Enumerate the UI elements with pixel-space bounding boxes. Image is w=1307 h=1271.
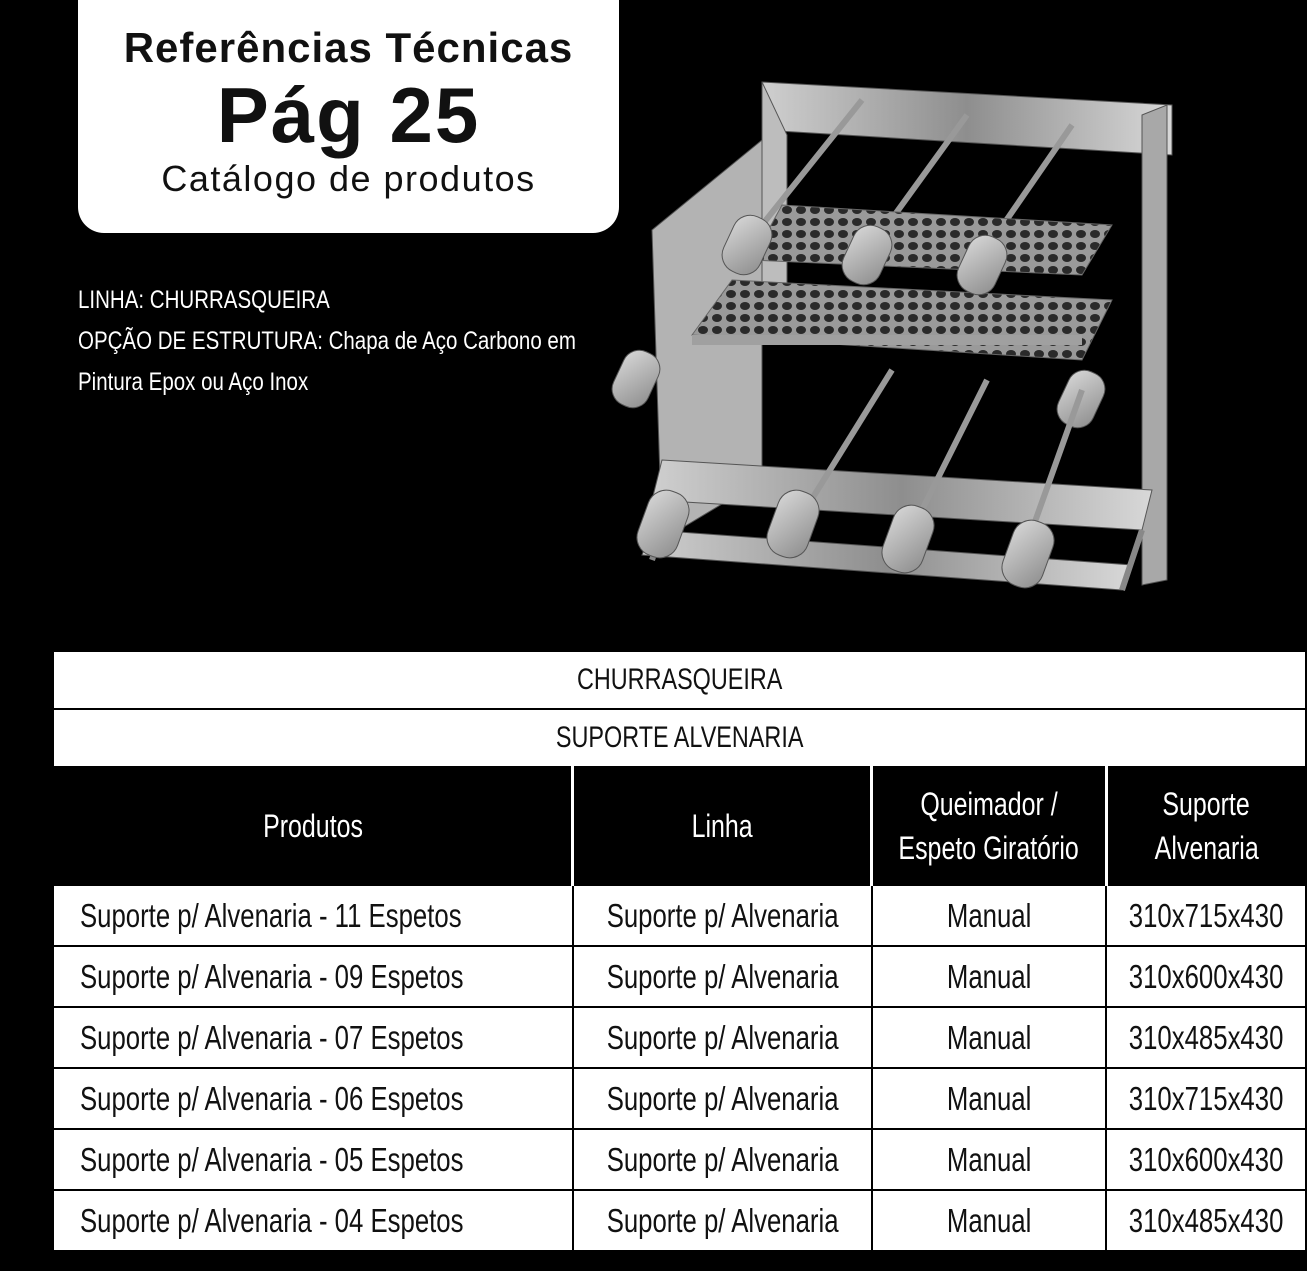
table-row: Suporte p/ Alvenaria - 06 Espetos Suporte p/ Alvenaria Manual 310x715x430 — [53, 1068, 1306, 1129]
table-row: Suporte p/ Alvenaria - 04 Espetos Suporte p/ Alvenaria Manual 310x485x430 — [53, 1190, 1306, 1251]
header-suporte: Suporte Alvenaria — [1106, 767, 1306, 885]
line-row — [78, 280, 504, 321]
table-row: Suporte p/ Alvenaria - 05 Espetos Suporte p/ Alvenaria Manual 310x600x430 — [53, 1129, 1306, 1190]
reference-box — [78, 0, 619, 233]
specs-table — [52, 650, 1307, 1252]
structure-row — [78, 321, 576, 362]
table-row: Suporte p/ Alvenaria - 07 Espetos Suporte p/ Alvenaria Manual 310x485x430 — [53, 1007, 1306, 1068]
structure-value: Chapa de Aço Carbono em — [328, 327, 576, 355]
product-image — [612, 60, 1172, 610]
table-body — [53, 885, 1306, 1251]
structure-label: OPÇÃO DE ESTRUTURA: — [78, 327, 323, 355]
reference-title: Referências Técnicas — [123, 24, 574, 71]
header-produtos: Produtos — [53, 767, 573, 885]
table-title-row — [53, 651, 1306, 709]
table-title: CHURRASQUEIRA — [576, 663, 783, 696]
table-row: Suporte p/ Alvenaria - 11 Espetos Suporte p/ Alvenaria Manual 310x715x430 — [53, 885, 1306, 946]
table-subtitle: SUPORTE ALVENARIA — [555, 721, 804, 754]
product-info — [78, 280, 576, 403]
header-linha: Linha — [573, 767, 872, 885]
table-row: Suporte p/ Alvenaria - 09 Espetos Suporte p/ Alvenaria Manual 310x600x430 — [53, 946, 1306, 1007]
reference-page: Pág 25 — [216, 71, 481, 159]
structure-value-continued: Pintura Epox ou Aço Inox — [78, 368, 309, 396]
table-subtitle-row — [53, 709, 1306, 767]
line-label: LINHA: — [78, 286, 145, 314]
structure-row-continued — [78, 362, 504, 403]
table-header-row — [53, 767, 1306, 885]
reference-subtitle: Catálogo de produtos — [161, 158, 536, 199]
header-queimador: Queimador / Espeto Giratório — [872, 767, 1106, 885]
line-value: CHURRASQUEIRA — [149, 286, 330, 314]
